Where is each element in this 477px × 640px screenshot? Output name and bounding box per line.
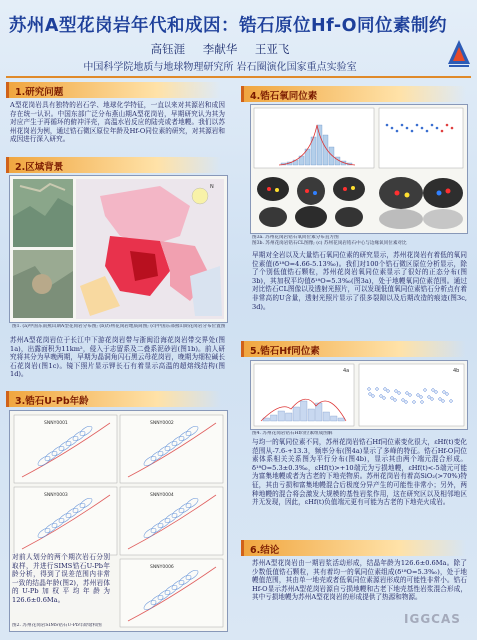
hf-histogram-bar — [323, 412, 330, 421]
section-4-text: 早期对全岩以及大量锆石氧同位素的研究显示，苏州花岗岩有着低的氧同位素值(δ¹⁸O=4.66-5.13‰)。我们对100个锆石微区原位分析显示，除了个别低值锆石颗粒，苏州花岗岩氧同位素显示了很好的正态分布(图3b)，其加权平均值δ¹⁸O=5.3‰(图3a)，处于地幔氧同位素范围。通过对比锆石CL图像以及透射光照片，可以发现低值氧同位素锆石分析点有着非常高的U含量，透射光照片显示了很多裂隙以及后期改造的痕迹(图3c, 3d)。 — [252, 251, 467, 311]
regional-geology-figure — [9, 175, 228, 323]
section-1-text: A型花岗岩具有独特的岩石学、地球化学特征，一直以来对其源岩和成因存在统一认识。中国东部广泛分布燕山期A型花岗岩，早期研究认为其为对应产生于再循环的俯冲洋壳，高温水岩反应的陆壳或者地幔。我们以苏州花岗岩为例，通过锆石微区原位年龄及Hf-O同位素的研究，对其源岩和成因进行深入研究。 — [10, 101, 225, 144]
histogram-bar — [317, 125, 322, 165]
oxygen-data-point — [411, 130, 414, 133]
oxygen-data-point — [391, 127, 394, 130]
oxygen-data-point — [396, 130, 399, 133]
section-2-heading: 2.区域背景 — [6, 157, 221, 173]
hf-isotope-figure — [250, 360, 468, 430]
oxygen-data-point — [441, 130, 444, 133]
section-2-text: 苏州A型花岗岩位于长江中下游花岗岩带与浙闽沿海花岗岩带交界处(图1a)，出露面积为11km²，侵入于志留系及二叠系泥砂岩(图1b)。前人研究将其分为早晚两期，早期为晶洞角闪石黑云母花岗岩，晚期为细粒碱长石花岗岩(图1c)。镜下照片显示钾长石有着显示高温的超熔线结构(图1d)。 — [10, 336, 225, 379]
section-5-text: 与均一的氧同位素不同，苏州花岗岩锆石Hf同位素变化很大，εHf(t)变化范围从-7.6-+13.3，频率分布(图4a)显示了多峰的特征。锆石Hf-O同位素体系相关关系图为平行分布(图4b)，显示其由两个端元混合形成。δ¹⁸O=5.3±0.3‰，εHf(t)>+10端元为亏损地幔，εHf(t)<-5端元可能为富集地幔或者为古老的下地壳物质。苏州花岗岩有着高SiO₂(>70%)特征，其由亏损和富集地幔混合后极度分异产生的可能性非常小；另外，两种地幔的混合将会激发大规模的基性岩浆作用，这在研究区以及相邻地区并无发现，因此，εHf(t)负值端元更有可能为古老的下地壳火成岩。 — [252, 438, 467, 507]
concordia-sample-label: SNNY0002 — [150, 421, 174, 426]
iggcas-watermark: IGGCAS — [404, 612, 461, 626]
zircon-cl-images — [257, 177, 463, 229]
oxygen-data-point — [446, 124, 449, 127]
figure-4-caption: 图4. 苏州花岗岩锆石Hf同位素组成图解 — [252, 431, 333, 436]
concordia-sample-label: SNNY0003 — [44, 493, 68, 498]
oxygen-vs-u-frame — [379, 108, 463, 168]
poster-authors: 高钰涯 李献华 王亚飞 — [150, 42, 290, 56]
institute-logo-icon — [446, 38, 472, 68]
concordia-sample-label: SNNY0006 — [150, 565, 174, 570]
hf-histogram-bar — [308, 409, 315, 421]
section-3-text: 对前人划分的两个期次岩石分别取样，并进行SIMS锆石U-Pb年龄分析，得到了误差范围内非常一致的结晶年龄(图2)，苏州岩体的U-Pb加权平均年龄为126.6±0.6Ma。 — [12, 553, 110, 613]
svg-text:N: N — [210, 184, 214, 190]
oxygen-data-point — [436, 127, 439, 130]
hf-histogram-bar — [331, 416, 338, 421]
oxygen-data-point — [401, 124, 404, 127]
oxygen-data-point — [416, 124, 419, 127]
figure-3b-caption: 图3b. 苏州花岗岩锆石CL图像; (c) 苏州花岗岩锆石中心与边缘氧同位素对比 — [252, 240, 407, 246]
poster-affiliation: 中国科学院地质与地球物理研究所 岩石圈演化国家重点实验室 — [83, 62, 357, 73]
concordia-panel — [120, 559, 223, 627]
figure-2-caption: 图2. 苏州花岗岩SIMS锆石U-Pb年龄谐和图 — [12, 623, 102, 628]
hf-histogram-bar — [338, 418, 345, 421]
oxygen-data-point — [386, 124, 389, 127]
concordia-panel — [14, 415, 117, 483]
oxygen-data-point — [421, 127, 424, 130]
hf-isotope-plots — [251, 361, 467, 429]
hf-histogram-bar — [301, 401, 308, 421]
hf-panel-a-label: 4a — [343, 368, 350, 374]
histogram-bar — [329, 147, 334, 165]
poster-title: 苏州A型花岗岩年代和成因：锆石原位Hf-O同位素制约 — [8, 16, 448, 36]
figure-3a-caption: 图3a. 苏州花岗岩锆石氧同位素分布直方图 — [252, 235, 339, 240]
concordia-panel — [120, 487, 223, 555]
oxygen-isotope-figure — [250, 104, 468, 234]
figure-3-caption — [252, 235, 467, 247]
concordia-panel — [120, 415, 223, 483]
oxygen-isotope-plots — [251, 105, 467, 233]
oxygen-data-point — [451, 127, 454, 130]
geology-maps — [10, 176, 227, 322]
header-divider — [6, 76, 471, 78]
hf-histogram-bar — [286, 413, 293, 421]
figure-1-caption: 图1. (a)中国东南燕山期A型花岗岩分布图; (b)苏州花岗岩地质简图; (c)中国东部燕山期花岗岩分布位置图 — [12, 324, 226, 329]
section-1-heading: 1.研究问题 — [6, 82, 221, 98]
section-6-text: 苏州A型花岗岩由一期岩浆活动形成，结晶年龄为126.6±0.6Ma。除了少数低值锆石颗粒，其有着均一的氧同位素组成(δ¹⁸O=5.3‰)，处于地幔值范围，其由单一地壳或者低氧同位素源岩形成的可能性非常小。锆石Hf-O显示苏州A型花岗岩源自亏损地幔和古老下地壳基性岩浆混合形成，其中亏损地幔为苏州A型花岗岩的形成提供了热源和物源。 — [252, 559, 467, 602]
oxygen-data-point — [406, 127, 409, 130]
section-6-heading: 6.结论 — [241, 540, 466, 556]
section-5-heading: 5.锆石Hf同位素 — [241, 341, 466, 357]
hf-histogram-bar — [293, 407, 300, 421]
hf-panel-b-label: 4b — [453, 368, 460, 374]
concordia-sample-label: SNNY0001 — [44, 421, 68, 426]
concordia-panel — [14, 487, 117, 555]
section-3-heading: 3.锆石U-Pb年龄 — [6, 391, 221, 407]
oxygen-data-point — [431, 124, 434, 127]
oxygen-data-point — [426, 130, 429, 133]
hf-histogram-bar — [278, 411, 285, 421]
concordia-sample-label: SNNY0004 — [150, 493, 174, 498]
hf-histogram-bar — [271, 415, 278, 421]
section-4-heading: 4.锆石氧同位素 — [241, 86, 466, 102]
